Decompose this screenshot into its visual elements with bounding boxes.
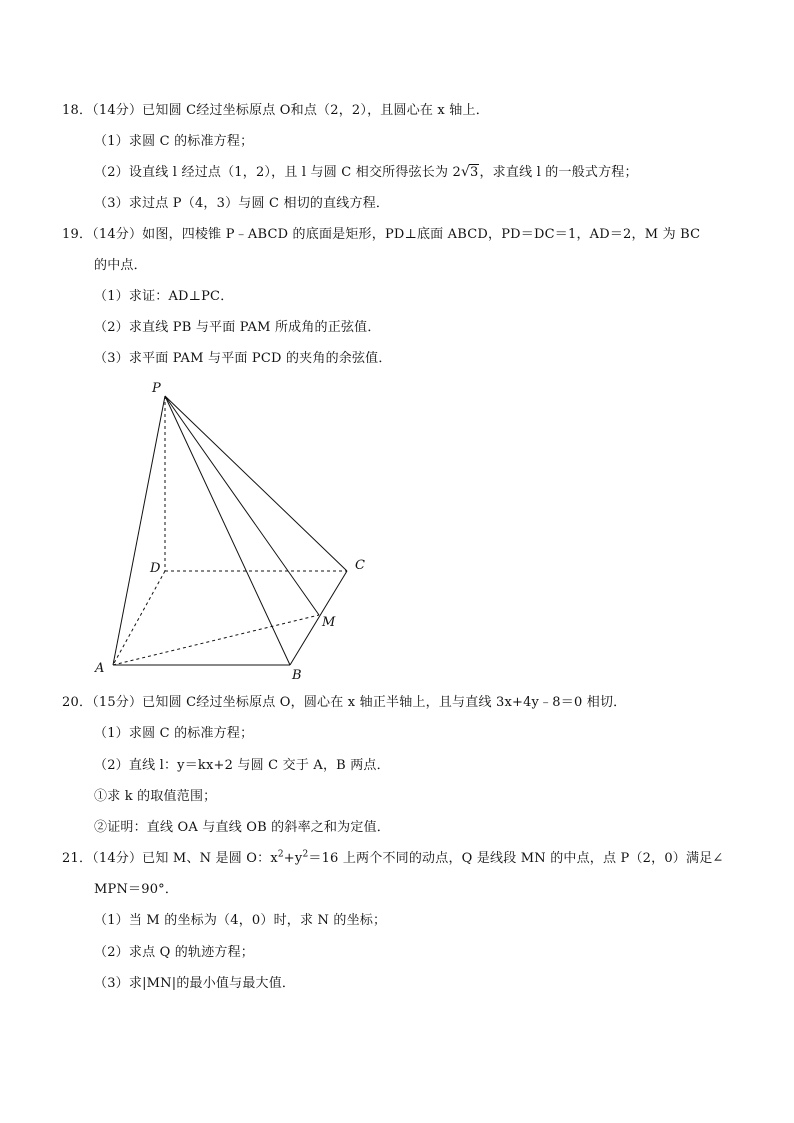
q18-part2 (94, 164, 638, 182)
q18-part1: （1）求圆 C 的标准方程； (94, 134, 254, 149)
q21-stem-line2: MPN＝90°． (94, 882, 179, 897)
label-D: D (150, 561, 161, 576)
q19-part3: （3）求平面 PAM 与平面 PCD 的夹角的余弦值． (94, 351, 392, 366)
q18-part3: （3）求过点 P（4，3）与圆 C 相切的直线方程． (94, 196, 390, 211)
q20-part2: （2）直线 l：y＝kx+2 与圆 C 交于 A，B 两点． (94, 758, 390, 773)
q18-part2-text-b: ，求直线 l 的一般式方程； (479, 165, 638, 180)
q20-sub2: ②证明：直线 OA 与直线 OB 的斜率之和为定值． (94, 820, 390, 835)
q18-part2-text-a: （2）设直线 l 经过点（1，2），且 l 与圆 C 相交所得弦长为 2 (94, 165, 461, 180)
label-A: A (95, 661, 105, 676)
q21-exponent-1: 2 (277, 849, 284, 860)
q21-part2: （2）求点 Q 的轨迹方程； (94, 945, 254, 960)
q19-stem-line2: 的中点． (94, 258, 147, 273)
q21-stem-text-c: ＝16 上两个不同的动点，Q 是线段 MN 的中点，点 P（2，0）满足∠ (308, 851, 724, 866)
edge-PC (165, 396, 347, 571)
edge-DA (113, 571, 165, 665)
q21-stem-text-a: 21．（14分）已知 M、N 是圆 O：x (62, 851, 278, 866)
q19-stem-line1: 19．（14分）如图，四棱锥 P﹣ABCD 的底面是矩形，PD⊥底面 ABCD，PD＝DC＝1，AD＝2，M 为 BC (62, 227, 701, 242)
q19-part2: （2）求直线 PB 与平面 PAM 所成角的正弦值． (94, 320, 381, 335)
edge-PM (165, 396, 319, 615)
q20-part1: （1）求圆 C 的标准方程； (94, 726, 254, 741)
q20-stem: 20．（15分）已知圆 C经过坐标原点 O，圆心在 x 轴正半轴上，且与直线 3x+4y﹣8＝0 相切． (62, 695, 627, 710)
sqrt-expression (461, 164, 479, 182)
label-C: C (355, 558, 365, 573)
label-P: P (152, 381, 161, 396)
edge-PA (113, 396, 165, 665)
q18-stem: 18．（14分）已知圆 C经过坐标原点 O和点（2，2），且圆心在 x 轴上． (62, 103, 489, 118)
radical-sign-icon: √ (460, 164, 471, 180)
q21-stem-line1 (62, 850, 724, 868)
edge-AM (113, 615, 319, 665)
pyramid-figure (88, 372, 378, 682)
q20-sub1: ①求 k 的取值范围； (94, 789, 217, 804)
q21-part3: （3）求|MN|的最小值与最大值． (94, 976, 296, 991)
q21-stem-text-b: +y (283, 851, 303, 866)
q21-exponent-2: 2 (302, 849, 309, 860)
label-B: B (292, 668, 302, 682)
q19-part1: （1）求证：AD⊥PC． (94, 289, 234, 304)
edge-PB (165, 396, 290, 665)
q21-part1: （1）当 M 的坐标为（4，0）时，求 N 的坐标； (94, 913, 387, 928)
label-M: M (322, 615, 336, 630)
sqrt-radicand: 3 (469, 165, 479, 180)
